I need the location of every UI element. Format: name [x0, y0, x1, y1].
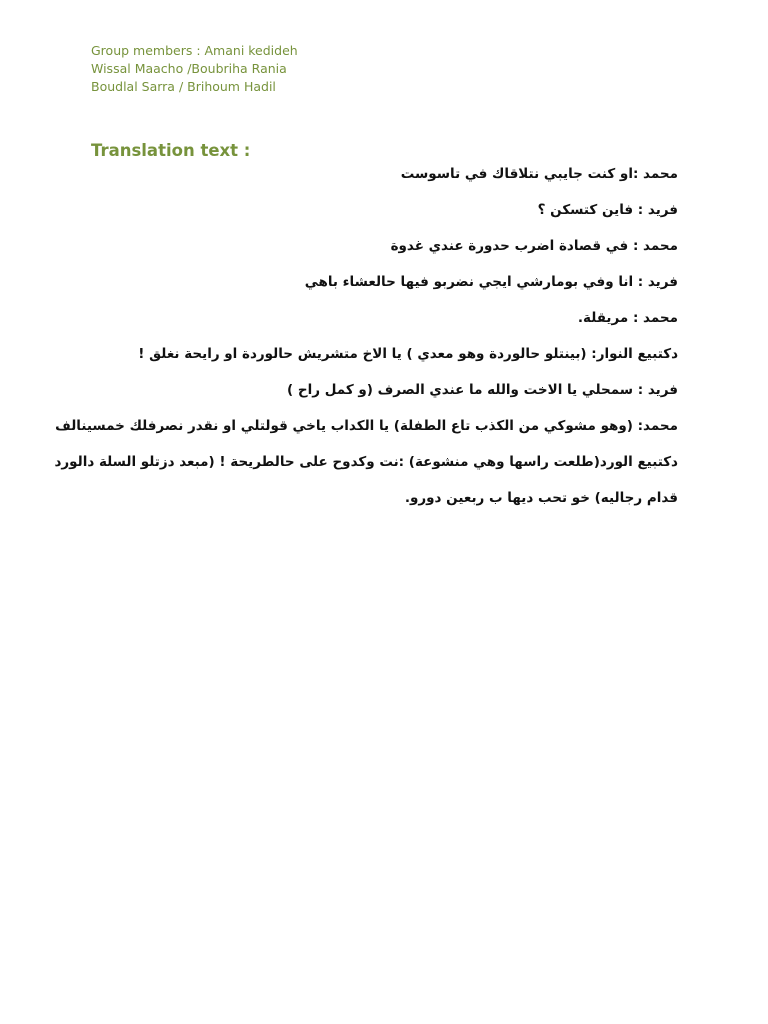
- group-members-block: [91, 42, 298, 96]
- dialogue-line: قدام رجاليه) خو تحب ديها ب ربعين دورو.: [404, 490, 678, 506]
- dialogue-line: فريد : فاين كتسكن ؟: [537, 202, 678, 218]
- dialogue-line: محمد : مريقلة.: [577, 310, 678, 326]
- dialogue-line: دكتبيع الورد(طلعت راسها وهي منشوعة) :نت وكدوح على حالطريحة ! (مبعد دزتلو السلة دالورد: [54, 454, 678, 470]
- dialogue-line: محمد : في قصادة اضرب حدورة عندي غدوة: [390, 238, 678, 254]
- dialogue-line: فريد : سمحلي يا الاخت والله ما عندي الصرف (و كمل راح ): [287, 382, 678, 398]
- dialogue-line: محمد :او كنت جايبي نتلاقاك في تاسوست: [400, 166, 678, 182]
- dialogue-line: فريد : انا وفي بومارشي ايجي نضربو فيها حالعشاء باهي: [304, 274, 678, 290]
- dialogue-line: دكتبيع النوار: (بينتلو حالوردة وهو معدي ) يا الاخ متشريش حالوردة او رايحة نغلق !: [138, 346, 678, 362]
- group-members-line: Boudlal Sarra / Brihoum Hadil: [91, 79, 276, 94]
- group-members-line: Group members : Amani kedideh: [91, 43, 298, 58]
- group-members-line: Wissal Maacho /Boubriha Rania: [91, 61, 287, 76]
- dialogue-line: محمد: (وهو مشوكي من الكذب تاع الطفلة) يا الكداب ياخي قولتلي او نقدر نصرفلك خمسينالف: [55, 418, 678, 434]
- translation-heading: Translation text :: [91, 141, 251, 160]
- dialogue-body: [54, 160, 678, 520]
